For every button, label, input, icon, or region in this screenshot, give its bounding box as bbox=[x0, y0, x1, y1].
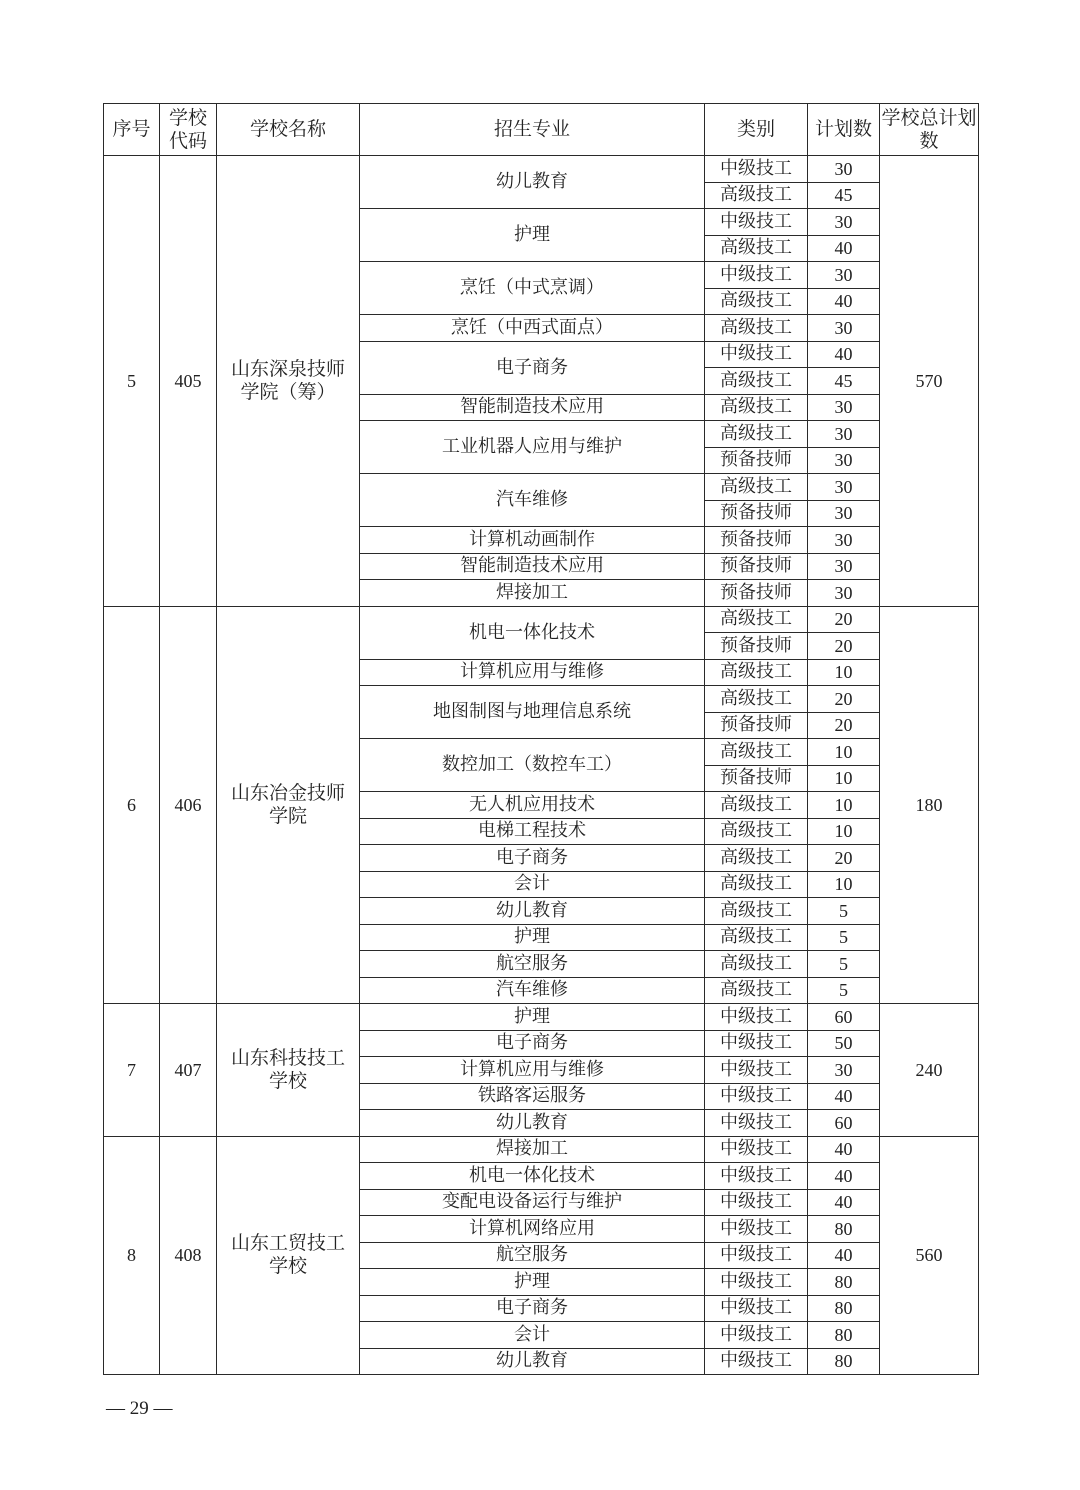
plan-count: 80 bbox=[808, 1322, 880, 1349]
plan-count: 80 bbox=[808, 1216, 880, 1243]
major-category: 高级技工 bbox=[705, 182, 808, 209]
major-category: 高级技工 bbox=[705, 659, 808, 686]
major-name: 幼儿教育 bbox=[360, 1110, 705, 1137]
plan-count: 80 bbox=[808, 1269, 880, 1296]
major-name: 电子商务 bbox=[360, 341, 705, 394]
major-category: 高级技工 bbox=[705, 951, 808, 978]
table-body bbox=[104, 156, 979, 1375]
major-name: 数控加工（数控车工） bbox=[360, 739, 705, 792]
plan-count: 30 bbox=[808, 527, 880, 554]
major-name: 电子商务 bbox=[360, 1295, 705, 1322]
plan-count: 40 bbox=[808, 1189, 880, 1216]
plan-count: 30 bbox=[808, 447, 880, 474]
plan-count: 80 bbox=[808, 1295, 880, 1322]
major-name: 焊接加工 bbox=[360, 1136, 705, 1163]
major-name: 航空服务 bbox=[360, 1242, 705, 1269]
enrollment-plan-table bbox=[103, 103, 979, 1375]
plan-count: 10 bbox=[808, 818, 880, 845]
table-row bbox=[104, 1136, 979, 1163]
major-name: 智能制造技术应用 bbox=[360, 553, 705, 580]
major-category: 中级技工 bbox=[705, 1110, 808, 1137]
school-name: 山东科技技工学校 bbox=[217, 1004, 360, 1137]
major-category: 中级技工 bbox=[705, 341, 808, 368]
major-category: 中级技工 bbox=[705, 1269, 808, 1296]
major-category: 中级技工 bbox=[705, 1295, 808, 1322]
major-category: 高级技工 bbox=[705, 394, 808, 421]
plan-count: 40 bbox=[808, 1163, 880, 1190]
major-category: 中级技工 bbox=[705, 1057, 808, 1084]
school-name: 山东冶金技师学院 bbox=[217, 606, 360, 1004]
table-row bbox=[104, 156, 979, 183]
major-category: 中级技工 bbox=[705, 1189, 808, 1216]
major-category: 预备技师 bbox=[705, 553, 808, 580]
plan-count: 20 bbox=[808, 633, 880, 660]
plan-count: 30 bbox=[808, 474, 880, 501]
page-number: — 29 — bbox=[106, 1398, 173, 1419]
school-seq: 8 bbox=[104, 1136, 160, 1375]
major-name: 会计 bbox=[360, 1322, 705, 1349]
plan-count: 10 bbox=[808, 739, 880, 766]
major-name: 航空服务 bbox=[360, 951, 705, 978]
major-category: 高级技工 bbox=[705, 792, 808, 819]
major-category: 高级技工 bbox=[705, 235, 808, 262]
school-seq: 7 bbox=[104, 1004, 160, 1137]
major-category: 预备技师 bbox=[705, 633, 808, 660]
plan-count: 45 bbox=[808, 368, 880, 395]
major-name: 地图制图与地理信息系统 bbox=[360, 686, 705, 739]
major-category: 预备技师 bbox=[705, 527, 808, 554]
major-category: 高级技工 bbox=[705, 315, 808, 342]
major-name: 汽车维修 bbox=[360, 977, 705, 1004]
school-name: 山东深泉技师学院（筹） bbox=[217, 156, 360, 607]
major-category: 中级技工 bbox=[705, 1242, 808, 1269]
major-category: 高级技工 bbox=[705, 606, 808, 633]
table-row bbox=[104, 1004, 979, 1031]
header-major: 招生专业 bbox=[360, 104, 705, 156]
plan-count: 30 bbox=[808, 421, 880, 448]
major-category: 高级技工 bbox=[705, 368, 808, 395]
plan-count: 20 bbox=[808, 606, 880, 633]
table-row bbox=[104, 606, 979, 633]
major-name: 变配电设备运行与维护 bbox=[360, 1189, 705, 1216]
plan-count: 40 bbox=[808, 1136, 880, 1163]
major-name: 计算机应用与维修 bbox=[360, 659, 705, 686]
major-name: 铁路客运服务 bbox=[360, 1083, 705, 1110]
major-category: 中级技工 bbox=[705, 1030, 808, 1057]
plan-count: 30 bbox=[808, 580, 880, 607]
major-category: 高级技工 bbox=[705, 686, 808, 713]
major-category: 预备技师 bbox=[705, 765, 808, 792]
plan-count: 30 bbox=[808, 1057, 880, 1084]
major-category: 中级技工 bbox=[705, 1216, 808, 1243]
plan-count: 5 bbox=[808, 951, 880, 978]
table-header-row bbox=[104, 104, 979, 156]
plan-count: 60 bbox=[808, 1110, 880, 1137]
major-category: 高级技工 bbox=[705, 871, 808, 898]
major-category: 高级技工 bbox=[705, 474, 808, 501]
school-code: 408 bbox=[160, 1136, 217, 1375]
major-name: 机电一体化技术 bbox=[360, 1163, 705, 1190]
major-category: 中级技工 bbox=[705, 1004, 808, 1031]
plan-count: 30 bbox=[808, 553, 880, 580]
major-name: 电子商务 bbox=[360, 845, 705, 872]
major-category: 高级技工 bbox=[705, 739, 808, 766]
major-category: 中级技工 bbox=[705, 156, 808, 183]
plan-count: 10 bbox=[808, 792, 880, 819]
major-category: 中级技工 bbox=[705, 1322, 808, 1349]
school-total: 560 bbox=[880, 1136, 979, 1375]
plan-count: 40 bbox=[808, 1242, 880, 1269]
plan-count: 10 bbox=[808, 659, 880, 686]
plan-count: 40 bbox=[808, 235, 880, 262]
major-category: 预备技师 bbox=[705, 712, 808, 739]
plan-count: 60 bbox=[808, 1004, 880, 1031]
major-name: 幼儿教育 bbox=[360, 1348, 705, 1375]
major-name: 机电一体化技术 bbox=[360, 606, 705, 659]
school-total: 180 bbox=[880, 606, 979, 1004]
major-category: 预备技师 bbox=[705, 580, 808, 607]
plan-count: 50 bbox=[808, 1030, 880, 1057]
major-name: 电梯工程技术 bbox=[360, 818, 705, 845]
school-seq: 6 bbox=[104, 606, 160, 1004]
major-name: 汽车维修 bbox=[360, 474, 705, 527]
major-name: 会计 bbox=[360, 871, 705, 898]
major-category: 中级技工 bbox=[705, 262, 808, 289]
major-name: 幼儿教育 bbox=[360, 156, 705, 209]
major-name: 无人机应用技术 bbox=[360, 792, 705, 819]
school-name: 山东工贸技工学校 bbox=[217, 1136, 360, 1375]
major-category: 中级技工 bbox=[705, 1163, 808, 1190]
plan-count: 45 bbox=[808, 182, 880, 209]
plan-count: 10 bbox=[808, 871, 880, 898]
school-total: 570 bbox=[880, 156, 979, 607]
header-category: 类别 bbox=[705, 104, 808, 156]
plan-count: 20 bbox=[808, 845, 880, 872]
major-category: 高级技工 bbox=[705, 898, 808, 925]
plan-count: 80 bbox=[808, 1348, 880, 1375]
major-name: 计算机网络应用 bbox=[360, 1216, 705, 1243]
major-category: 中级技工 bbox=[705, 209, 808, 236]
header-school-total: 学校总计划数 bbox=[880, 104, 979, 156]
major-name: 焊接加工 bbox=[360, 580, 705, 607]
major-category: 高级技工 bbox=[705, 977, 808, 1004]
major-category: 预备技师 bbox=[705, 500, 808, 527]
school-code: 405 bbox=[160, 156, 217, 607]
plan-count: 5 bbox=[808, 977, 880, 1004]
major-name: 烹饪（中西式面点） bbox=[360, 315, 705, 342]
plan-count: 40 bbox=[808, 341, 880, 368]
header-school-code: 学校代码 bbox=[160, 104, 217, 156]
major-category: 高级技工 bbox=[705, 421, 808, 448]
plan-count: 30 bbox=[808, 500, 880, 527]
major-name: 护理 bbox=[360, 1269, 705, 1296]
plan-count: 30 bbox=[808, 315, 880, 342]
major-name: 计算机动画制作 bbox=[360, 527, 705, 554]
major-name: 工业机器人应用与维护 bbox=[360, 421, 705, 474]
major-name: 幼儿教育 bbox=[360, 898, 705, 925]
plan-count: 30 bbox=[808, 262, 880, 289]
plan-count: 20 bbox=[808, 712, 880, 739]
major-name: 护理 bbox=[360, 1004, 705, 1031]
major-category: 中级技工 bbox=[705, 1136, 808, 1163]
major-category: 中级技工 bbox=[705, 1348, 808, 1375]
school-code: 406 bbox=[160, 606, 217, 1004]
header-plan: 计划数 bbox=[808, 104, 880, 156]
plan-count: 30 bbox=[808, 394, 880, 421]
header-school-name: 学校名称 bbox=[217, 104, 360, 156]
school-total: 240 bbox=[880, 1004, 979, 1137]
major-name: 烹饪（中式烹调） bbox=[360, 262, 705, 315]
major-name: 计算机应用与维修 bbox=[360, 1057, 705, 1084]
major-name: 智能制造技术应用 bbox=[360, 394, 705, 421]
major-name: 护理 bbox=[360, 924, 705, 951]
plan-count: 10 bbox=[808, 765, 880, 792]
plan-count: 5 bbox=[808, 924, 880, 951]
major-category: 高级技工 bbox=[705, 818, 808, 845]
plan-count: 20 bbox=[808, 686, 880, 713]
major-name: 电子商务 bbox=[360, 1030, 705, 1057]
plan-count: 5 bbox=[808, 898, 880, 925]
major-category: 高级技工 bbox=[705, 288, 808, 315]
plan-count: 40 bbox=[808, 1083, 880, 1110]
major-category: 高级技工 bbox=[705, 845, 808, 872]
major-category: 高级技工 bbox=[705, 924, 808, 951]
plan-count: 30 bbox=[808, 156, 880, 183]
major-category: 预备技师 bbox=[705, 447, 808, 474]
major-name: 护理 bbox=[360, 209, 705, 262]
school-seq: 5 bbox=[104, 156, 160, 607]
plan-count: 30 bbox=[808, 209, 880, 236]
header-seq: 序号 bbox=[104, 104, 160, 156]
plan-count: 40 bbox=[808, 288, 880, 315]
school-code: 407 bbox=[160, 1004, 217, 1137]
major-category: 中级技工 bbox=[705, 1083, 808, 1110]
